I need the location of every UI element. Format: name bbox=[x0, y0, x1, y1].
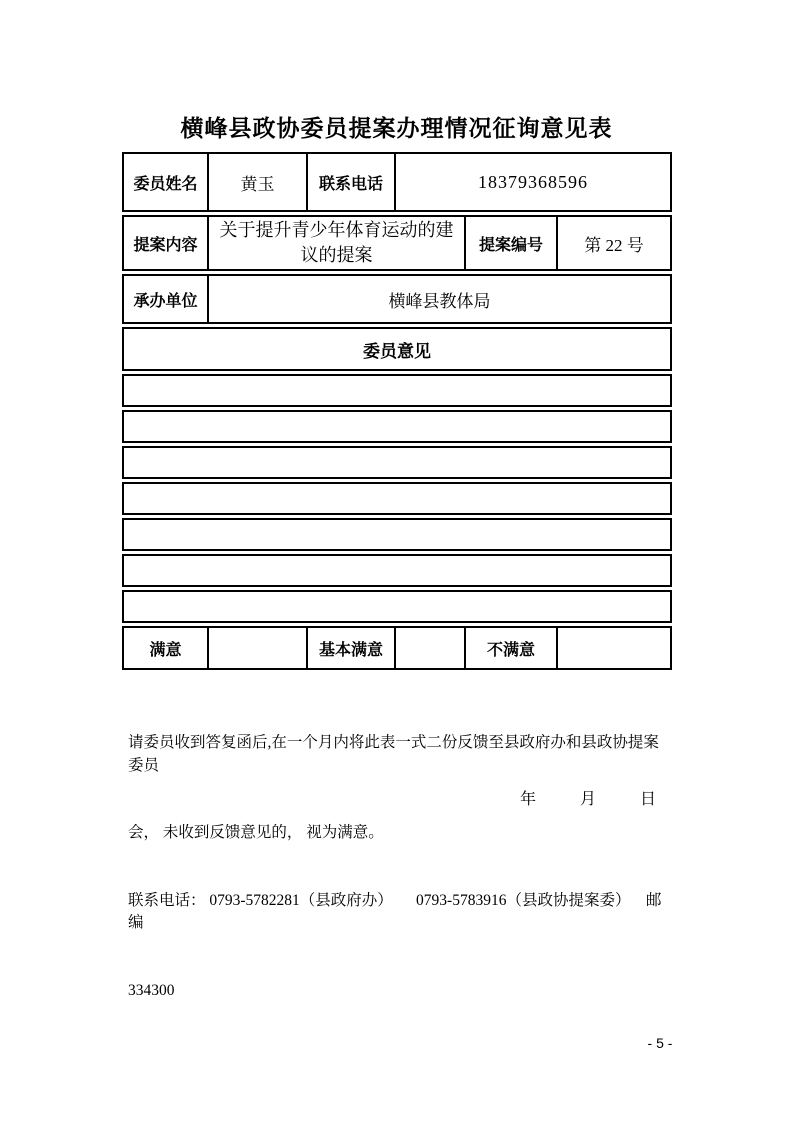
date-year-label: 年 bbox=[520, 791, 537, 808]
table-row bbox=[122, 215, 672, 271]
opinion-blank-cell bbox=[124, 448, 670, 477]
opinion-blank-cell bbox=[124, 520, 670, 549]
page-title: 横峰县政协委员提案办理情况征询意见表 bbox=[180, 116, 613, 141]
date-month-label: 月 bbox=[579, 791, 596, 808]
contact-phone-label: 联系电话 bbox=[306, 154, 394, 210]
opinion-blank-row bbox=[122, 518, 672, 551]
basically-satisfied-value-cell bbox=[394, 628, 464, 668]
table-row bbox=[122, 152, 672, 212]
opinion-blank-row bbox=[122, 374, 672, 407]
opinion-blank-cell bbox=[124, 592, 670, 621]
not-satisfied-value-cell bbox=[556, 628, 670, 668]
footer-note-line: 334300 bbox=[128, 981, 175, 999]
footer-note bbox=[128, 687, 673, 1047]
handling-unit-label: 承办单位 bbox=[133, 292, 198, 310]
satisfaction-row bbox=[122, 626, 672, 670]
member-opinion-header: 委员意见 bbox=[363, 341, 431, 361]
handling-unit-value: 横峰县教体局 bbox=[207, 276, 670, 322]
opinion-blank-row bbox=[122, 590, 672, 623]
satisfied-value-cell bbox=[207, 628, 306, 668]
member-name-value: 黄玉 bbox=[207, 154, 306, 210]
basically-satisfied-label: 基本满意 bbox=[306, 628, 394, 668]
contact-phone-value: 18379368596 bbox=[394, 154, 670, 210]
opinion-blank-row bbox=[122, 482, 672, 515]
table-row bbox=[122, 327, 672, 371]
footer-note-line: 会， 未收到反馈意见的， 视为满意。 bbox=[128, 824, 384, 841]
footer-note-line: 请委员收到答复函后,在一个月内将此表一式二份反馈至县政府办和县政协提案委员 bbox=[128, 734, 659, 774]
opinion-blank-cell bbox=[124, 484, 670, 513]
opinion-blank-row bbox=[122, 410, 672, 443]
proposal-number-label: 提案编号 bbox=[464, 217, 556, 269]
opinion-blank-row bbox=[122, 554, 672, 587]
satisfied-label: 满意 bbox=[149, 641, 182, 659]
opinion-blank-row bbox=[122, 446, 672, 479]
table-row bbox=[122, 274, 672, 324]
opinion-blank-cell bbox=[124, 412, 670, 441]
page-number: - 5 - bbox=[647, 1035, 673, 1051]
feedback-form-table bbox=[122, 152, 672, 673]
proposal-content-value: 关于提升青少年体育运动的建议的提案 bbox=[207, 217, 464, 269]
footer-note-line: 联系电话： 0793-5782281（县政府办） 0793-5783916（县政协提案委） 邮编 bbox=[128, 891, 662, 931]
opinion-blank-cell bbox=[124, 556, 670, 585]
proposal-number-value: 第 22 号 bbox=[556, 217, 670, 269]
member-name-label: 委员姓名 bbox=[133, 175, 198, 193]
not-satisfied-label: 不满意 bbox=[464, 628, 556, 668]
proposal-content-label: 提案内容 bbox=[133, 236, 198, 254]
date-line bbox=[520, 786, 656, 809]
opinion-blank-cell bbox=[124, 376, 670, 405]
date-day-label: 日 bbox=[639, 791, 656, 808]
